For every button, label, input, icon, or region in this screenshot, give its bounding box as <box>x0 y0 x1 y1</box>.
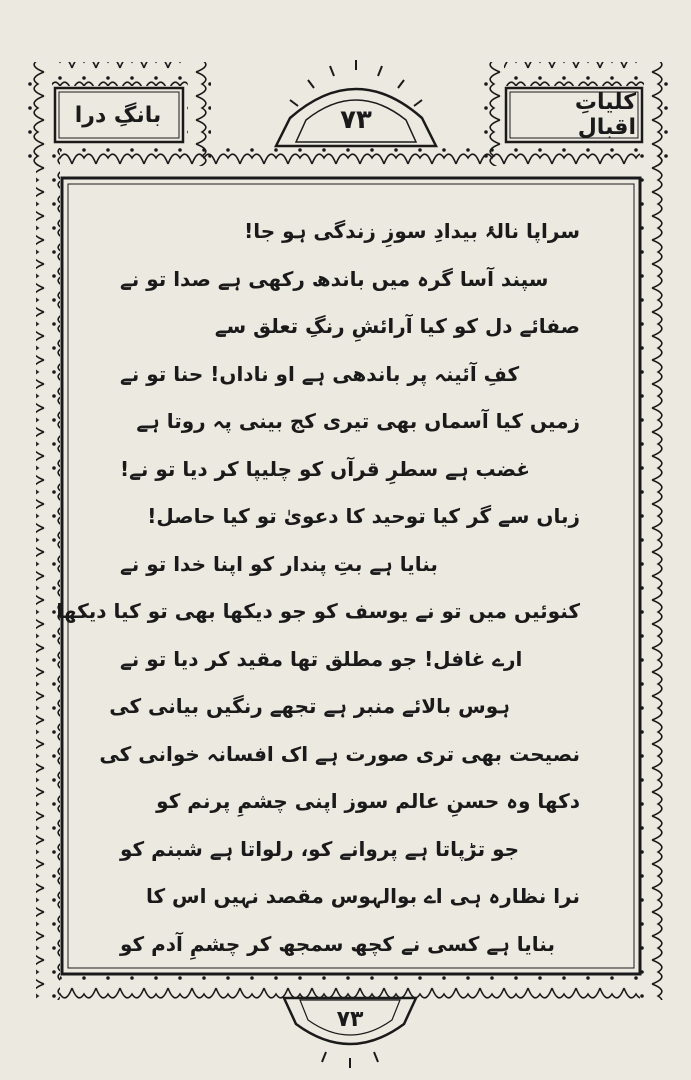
poem-line: نرا نظارہ ہی اے بوالہوس مقصد نہیں اس کا <box>145 884 580 908</box>
poem-line: بنایا ہے بتِ پندار کو اپنا خدا تو نے <box>120 551 438 576</box>
poem-line: صفائے دل کو کیا آرائشِ رنگِ تعلق سے <box>214 314 580 338</box>
poem-line: ہوس بالائے منبر ہے تجھے رنگیں بیانی کی <box>109 694 510 718</box>
poem-line: دکھا وہ حسنِ عالم سوز اپنی چشمِ پرنم کو <box>156 789 580 813</box>
poem-text <box>56 208 580 968</box>
poem-line: زمیں کیا آسماں بھی تیری کج بینی پہ روتا ہے <box>136 409 580 433</box>
poem-line: بنایا ہے کسی نے کچھ سمجھ کر چشمِ آدم کو <box>120 931 555 956</box>
section-title: بانگِ درا <box>74 102 162 128</box>
page-number-top: ۷۳ <box>340 105 372 135</box>
poem-line: سراپا نالۂ بیدادِ سوزِ زندگی ہو جا! <box>244 219 580 243</box>
poem-line: جو تڑپاتا ہے پروانے کو، رلواتا ہے شبنم کو <box>120 836 520 861</box>
poem-line: نصیحت بھی تری صورت ہے اک افسانہ خوانی کی <box>99 741 580 766</box>
poem-line: کفِ آئینہ پر باندھی ہے او ناداں! حنا تو نے <box>120 361 520 386</box>
poem-line: زباں سے گر کیا توحید کا دعویٰ تو کیا حاصل! <box>147 504 580 528</box>
book-title: کلیاتِ اقبال <box>574 90 636 140</box>
poem-line: کنوئیں میں تو نے یوسف کو جو دیکھا بھی تو کیا دیکھا <box>56 599 580 623</box>
poem-line: سپند آسا گرہ میں باندھ رکھی ہے صدا تو نے <box>120 266 549 291</box>
page-number-bottom: ۷۳ <box>336 1006 364 1032</box>
poem-line: ارے غافل! جو مطلق تھا مقید کر دیا تو نے <box>120 646 523 671</box>
poem-line: غضب ہے سطرِ قرآں کو چلیپا کر دیا تو نے! <box>120 456 531 481</box>
